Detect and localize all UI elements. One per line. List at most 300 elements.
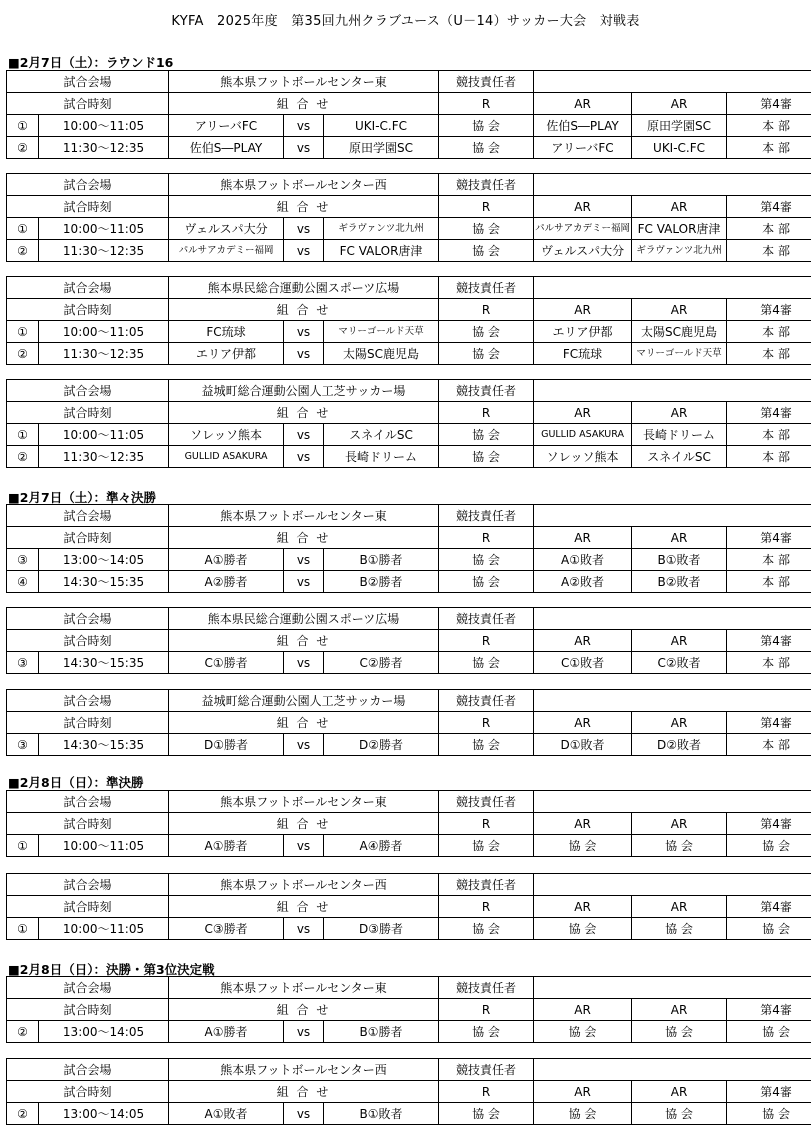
match-number: ② <box>7 343 39 365</box>
supervisor-label: 競技責任者 <box>439 977 534 999</box>
assistant-referee-2: D②敗者 <box>632 734 727 756</box>
fourth-official: 本 部 <box>727 115 811 137</box>
fourth-official-header: 第4審 <box>727 896 811 918</box>
referee: 協 会 <box>439 240 534 262</box>
fourth-official-header: 第4審 <box>727 299 811 321</box>
assistant-referee-header: AR <box>534 712 632 734</box>
supervisor-label: 競技責任者 <box>439 277 534 299</box>
venue-label: 試合会場 <box>7 505 169 527</box>
header-row <box>7 93 811 115</box>
header-row <box>7 896 811 918</box>
fourth-official: 本 部 <box>727 240 811 262</box>
time-header: 試合時刻 <box>7 896 169 918</box>
supervisor-label: 競技責任者 <box>439 690 534 712</box>
assistant-referee-header: AR <box>632 299 727 321</box>
fourth-official: 協 会 <box>727 835 811 857</box>
home-team: 佐伯S―PLAY <box>169 137 284 159</box>
assistant-referee-1: 協 会 <box>534 835 632 857</box>
venue-row <box>7 380 811 402</box>
vs-label: vs <box>284 343 324 365</box>
match-row <box>7 321 811 343</box>
assistant-referee-2: B①敗者 <box>632 549 727 571</box>
home-team: D①勝者 <box>169 734 284 756</box>
match-time: 11:30～12:35 <box>39 137 169 159</box>
assistant-referee-header: AR <box>632 813 727 835</box>
header-row <box>7 813 811 835</box>
header-row <box>7 299 811 321</box>
assistant-referee-2: C②敗者 <box>632 652 727 674</box>
venue-row <box>7 791 811 813</box>
venue-label: 試合会場 <box>7 874 169 896</box>
assistant-referee-1: C①敗者 <box>534 652 632 674</box>
match-row <box>7 115 811 137</box>
vs-label: vs <box>284 137 324 159</box>
fourth-official: 本 部 <box>727 446 811 468</box>
time-header: 試合時刻 <box>7 1081 169 1103</box>
matchup-header: 組 合 せ <box>169 712 439 734</box>
referee-header: R <box>439 712 534 734</box>
match-number: ① <box>7 835 39 857</box>
assistant-referee-2: スネイルSC <box>632 446 727 468</box>
venue-label: 試合会場 <box>7 71 169 93</box>
match-table <box>6 173 811 262</box>
supervisor-value <box>534 608 811 630</box>
header-row <box>7 712 811 734</box>
venue-label: 試合会場 <box>7 380 169 402</box>
venue-name: 熊本県民総合運動公園スポーツ広場 <box>169 608 439 630</box>
assistant-referee-header: AR <box>632 896 727 918</box>
venue-name: 熊本県フットボールセンター東 <box>169 977 439 999</box>
assistant-referee-header: AR <box>632 93 727 115</box>
match-number: ① <box>7 115 39 137</box>
match-row <box>7 571 811 593</box>
match-time: 14:30～15:35 <box>39 734 169 756</box>
venue-name: 熊本県フットボールセンター西 <box>169 874 439 896</box>
assistant-referee-2: 協 会 <box>632 918 727 940</box>
match-number: ① <box>7 424 39 446</box>
venue-name: 熊本県フットボールセンター西 <box>169 1059 439 1081</box>
matchup-header: 組 合 せ <box>169 196 439 218</box>
away-team: 原田学園SC <box>324 137 439 159</box>
match-number: ① <box>7 918 39 940</box>
match-time: 10:00～11:05 <box>39 218 169 240</box>
fourth-official-header: 第4審 <box>727 93 811 115</box>
match-row <box>7 240 811 262</box>
matchup-header: 組 合 せ <box>169 896 439 918</box>
matchup-header: 組 合 せ <box>169 1081 439 1103</box>
assistant-referee-2: 協 会 <box>632 1103 727 1125</box>
assistant-referee-1: A①敗者 <box>534 549 632 571</box>
fourth-official-header: 第4審 <box>727 402 811 424</box>
match-number: ② <box>7 137 39 159</box>
venue-row <box>7 977 811 999</box>
home-team: C①勝者 <box>169 652 284 674</box>
assistant-referee-1: ヴェルスパ大分 <box>534 240 632 262</box>
venue-name: 益城町総合運動公園人工芝サッカー場 <box>169 380 439 402</box>
assistant-referee-2: 原田学園SC <box>632 115 727 137</box>
supervisor-label: 競技責任者 <box>439 874 534 896</box>
match-row <box>7 218 811 240</box>
referee: 協 会 <box>439 652 534 674</box>
referee-header: R <box>439 813 534 835</box>
fourth-official: 本 部 <box>727 321 811 343</box>
referee: 協 会 <box>439 571 534 593</box>
assistant-referee-header: AR <box>632 1081 727 1103</box>
venue-label: 試合会場 <box>7 977 169 999</box>
fourth-official: 本 部 <box>727 571 811 593</box>
vs-label: vs <box>284 652 324 674</box>
match-row <box>7 652 811 674</box>
matchup-header: 組 合 せ <box>169 630 439 652</box>
fourth-official: 協 会 <box>727 1103 811 1125</box>
venue-name: 益城町総合運動公園人工芝サッカー場 <box>169 690 439 712</box>
vs-label: vs <box>284 734 324 756</box>
assistant-referee-1: 協 会 <box>534 1021 632 1043</box>
supervisor-value <box>534 977 811 999</box>
assistant-referee-2: マリーゴールド天草 <box>632 343 727 365</box>
fourth-official: 本 部 <box>727 424 811 446</box>
match-row <box>7 137 811 159</box>
assistant-referee-1: 協 会 <box>534 918 632 940</box>
match-time: 11:30～12:35 <box>39 343 169 365</box>
venue-row <box>7 690 811 712</box>
away-team: C②勝者 <box>324 652 439 674</box>
supervisor-label: 競技責任者 <box>439 791 534 813</box>
match-time: 13:00～14:05 <box>39 1103 169 1125</box>
matchup-header: 組 合 せ <box>169 93 439 115</box>
matchup-header: 組 合 せ <box>169 299 439 321</box>
away-team: スネイルSC <box>324 424 439 446</box>
supervisor-value <box>534 874 811 896</box>
assistant-referee-1: D①敗者 <box>534 734 632 756</box>
match-number: ④ <box>7 571 39 593</box>
time-header: 試合時刻 <box>7 630 169 652</box>
match-table <box>6 607 811 674</box>
home-team: C③勝者 <box>169 918 284 940</box>
fourth-official: 本 部 <box>727 343 811 365</box>
venue-row <box>7 71 811 93</box>
venue-row <box>7 277 811 299</box>
supervisor-label: 競技責任者 <box>439 71 534 93</box>
assistant-referee-2: UKI-C.FC <box>632 137 727 159</box>
fourth-official: 本 部 <box>727 137 811 159</box>
assistant-referee-2: 太陽SC鹿児島 <box>632 321 727 343</box>
time-header: 試合時刻 <box>7 196 169 218</box>
venue-name: 熊本県フットボールセンター西 <box>169 174 439 196</box>
match-row <box>7 549 811 571</box>
section-heading: ■2月7日（土）：準々決勝 <box>8 490 156 505</box>
vs-label: vs <box>284 549 324 571</box>
assistant-referee-header: AR <box>534 196 632 218</box>
header-row <box>7 999 811 1021</box>
assistant-referee-1: パルサアカデミー福岡 <box>534 218 632 240</box>
referee-header: R <box>439 93 534 115</box>
referee-header: R <box>439 1081 534 1103</box>
supervisor-value <box>534 505 811 527</box>
supervisor-value <box>534 791 811 813</box>
referee: 協 会 <box>439 446 534 468</box>
assistant-referee-1: 佐伯S―PLAY <box>534 115 632 137</box>
home-team: A①敗者 <box>169 1103 284 1125</box>
vs-label: vs <box>284 115 324 137</box>
match-time: 10:00～11:05 <box>39 835 169 857</box>
assistant-referee-header: AR <box>632 712 727 734</box>
venue-row <box>7 1059 811 1081</box>
time-header: 試合時刻 <box>7 299 169 321</box>
match-row <box>7 424 811 446</box>
away-team: ギラヴァンツ北九州 <box>324 218 439 240</box>
venue-row <box>7 174 811 196</box>
away-team: B②勝者 <box>324 571 439 593</box>
home-team: ソレッソ熊本 <box>169 424 284 446</box>
vs-label: vs <box>284 446 324 468</box>
assistant-referee-1: アリーバFC <box>534 137 632 159</box>
assistant-referee-1: 協 会 <box>534 1103 632 1125</box>
assistant-referee-header: AR <box>534 93 632 115</box>
match-time: 13:00～14:05 <box>39 549 169 571</box>
home-team: エリア伊都 <box>169 343 284 365</box>
supervisor-value <box>534 277 811 299</box>
fourth-official: 本 部 <box>727 652 811 674</box>
referee: 協 会 <box>439 343 534 365</box>
section-heading: ■2月8日（日）：準決勝 <box>8 775 144 790</box>
match-time: 11:30～12:35 <box>39 240 169 262</box>
header-row <box>7 527 811 549</box>
referee: 協 会 <box>439 115 534 137</box>
match-time: 10:00～11:05 <box>39 321 169 343</box>
supervisor-label: 競技責任者 <box>439 174 534 196</box>
assistant-referee-2: ギラヴァンツ北九州 <box>632 240 727 262</box>
assistant-referee-header: AR <box>534 896 632 918</box>
fourth-official-header: 第4審 <box>727 813 811 835</box>
referee-header: R <box>439 527 534 549</box>
assistant-referee-header: AR <box>632 402 727 424</box>
supervisor-label: 競技責任者 <box>439 380 534 402</box>
referee: 協 会 <box>439 218 534 240</box>
match-row <box>7 343 811 365</box>
venue-label: 試合会場 <box>7 1059 169 1081</box>
assistant-referee-header: AR <box>534 1081 632 1103</box>
vs-label: vs <box>284 918 324 940</box>
match-table <box>6 379 811 468</box>
fourth-official-header: 第4審 <box>727 527 811 549</box>
match-time: 11:30～12:35 <box>39 446 169 468</box>
venue-label: 試合会場 <box>7 608 169 630</box>
vs-label: vs <box>284 240 324 262</box>
header-row <box>7 1081 811 1103</box>
referee-header: R <box>439 896 534 918</box>
header-row <box>7 630 811 652</box>
assistant-referee-2: 長崎ドリーム <box>632 424 727 446</box>
away-team: UKI-C.FC <box>324 115 439 137</box>
match-number: ① <box>7 218 39 240</box>
home-team: GULLID ASAKURA <box>169 446 284 468</box>
match-time: 10:00～11:05 <box>39 424 169 446</box>
match-row <box>7 734 811 756</box>
match-time: 10:00～11:05 <box>39 918 169 940</box>
referee-header: R <box>439 402 534 424</box>
venue-row <box>7 608 811 630</box>
referee: 協 会 <box>439 321 534 343</box>
vs-label: vs <box>284 218 324 240</box>
home-team: アリーバFC <box>169 115 284 137</box>
assistant-referee-1: GULLID ASAKURA <box>534 424 632 446</box>
fourth-official-header: 第4審 <box>727 630 811 652</box>
home-team: ヴェルスパ大分 <box>169 218 284 240</box>
away-team: D③勝者 <box>324 918 439 940</box>
header-row <box>7 196 811 218</box>
home-team: A②勝者 <box>169 571 284 593</box>
time-header: 試合時刻 <box>7 999 169 1021</box>
supervisor-value <box>534 174 811 196</box>
time-header: 試合時刻 <box>7 402 169 424</box>
supervisor-value <box>534 1059 811 1081</box>
venue-name: 熊本県民総合運動公園スポーツ広場 <box>169 277 439 299</box>
assistant-referee-2: 協 会 <box>632 1021 727 1043</box>
fourth-official-header: 第4審 <box>727 1081 811 1103</box>
venue-name: 熊本県フットボールセンター東 <box>169 791 439 813</box>
fourth-official: 本 部 <box>727 218 811 240</box>
match-row <box>7 835 811 857</box>
referee: 協 会 <box>439 918 534 940</box>
venue-label: 試合会場 <box>7 174 169 196</box>
supervisor-value <box>534 380 811 402</box>
assistant-referee-header: AR <box>632 196 727 218</box>
assistant-referee-header: AR <box>534 813 632 835</box>
fourth-official: 協 会 <box>727 918 811 940</box>
vs-label: vs <box>284 321 324 343</box>
section-heading: ■2月7日（土）：ラウンド16 <box>8 55 174 70</box>
referee: 協 会 <box>439 1103 534 1125</box>
assistant-referee-header: AR <box>534 630 632 652</box>
match-number: ② <box>7 1103 39 1125</box>
away-team: D②勝者 <box>324 734 439 756</box>
venue-row <box>7 505 811 527</box>
referee-header: R <box>439 299 534 321</box>
venue-label: 試合会場 <box>7 690 169 712</box>
match-number: ① <box>7 321 39 343</box>
referee-header: R <box>439 999 534 1021</box>
match-number: ② <box>7 446 39 468</box>
match-number: ② <box>7 240 39 262</box>
referee: 協 会 <box>439 137 534 159</box>
referee-header: R <box>439 630 534 652</box>
assistant-referee-2: 協 会 <box>632 835 727 857</box>
assistant-referee-header: AR <box>534 527 632 549</box>
match-number: ③ <box>7 652 39 674</box>
away-team: マリーゴールド天草 <box>324 321 439 343</box>
match-table <box>6 689 811 756</box>
match-number: ② <box>7 1021 39 1043</box>
vs-label: vs <box>284 835 324 857</box>
assistant-referee-2: B②敗者 <box>632 571 727 593</box>
assistant-referee-header: AR <box>632 527 727 549</box>
venue-name: 熊本県フットボールセンター東 <box>169 71 439 93</box>
match-number: ③ <box>7 549 39 571</box>
time-header: 試合時刻 <box>7 527 169 549</box>
matchup-header: 組 合 せ <box>169 527 439 549</box>
home-team: パルサアカデミー福岡 <box>169 240 284 262</box>
home-team: A①勝者 <box>169 1021 284 1043</box>
match-time: 14:30～15:35 <box>39 652 169 674</box>
venue-label: 試合会場 <box>7 791 169 813</box>
supervisor-label: 競技責任者 <box>439 505 534 527</box>
match-time: 10:00～11:05 <box>39 115 169 137</box>
time-header: 試合時刻 <box>7 712 169 734</box>
match-table <box>6 276 811 365</box>
supervisor-label: 競技責任者 <box>439 608 534 630</box>
supervisor-label: 競技責任者 <box>439 1059 534 1081</box>
venue-name: 熊本県フットボールセンター東 <box>169 505 439 527</box>
assistant-referee-1: ソレッソ熊本 <box>534 446 632 468</box>
match-table <box>6 1058 811 1125</box>
match-row <box>7 446 811 468</box>
match-row <box>7 1103 811 1125</box>
home-team: A①勝者 <box>169 549 284 571</box>
referee: 協 会 <box>439 424 534 446</box>
away-team: B①勝者 <box>324 1021 439 1043</box>
match-table <box>6 790 811 857</box>
match-table <box>6 70 811 159</box>
assistant-referee-header: AR <box>632 630 727 652</box>
time-header: 試合時刻 <box>7 93 169 115</box>
header-row <box>7 402 811 424</box>
assistant-referee-2: FC VALOR唐津 <box>632 218 727 240</box>
match-time: 13:00～14:05 <box>39 1021 169 1043</box>
assistant-referee-1: エリア伊都 <box>534 321 632 343</box>
vs-label: vs <box>284 424 324 446</box>
fourth-official-header: 第4審 <box>727 196 811 218</box>
supervisor-value <box>534 71 811 93</box>
assistant-referee-header: AR <box>632 999 727 1021</box>
vs-label: vs <box>284 1021 324 1043</box>
match-row <box>7 1021 811 1043</box>
vs-label: vs <box>284 1103 324 1125</box>
match-number: ③ <box>7 734 39 756</box>
match-table <box>6 504 811 593</box>
assistant-referee-header: AR <box>534 402 632 424</box>
referee: 協 会 <box>439 734 534 756</box>
match-time: 14:30～15:35 <box>39 571 169 593</box>
referee-header: R <box>439 196 534 218</box>
referee: 協 会 <box>439 835 534 857</box>
away-team: FC VALOR唐津 <box>324 240 439 262</box>
match-table <box>6 873 811 940</box>
referee: 協 会 <box>439 1021 534 1043</box>
fourth-official-header: 第4審 <box>727 999 811 1021</box>
section-heading: ■2月8日（日）：決勝・第3位決定戦 <box>8 962 215 977</box>
time-header: 試合時刻 <box>7 813 169 835</box>
assistant-referee-header: AR <box>534 299 632 321</box>
assistant-referee-1: FC琉球 <box>534 343 632 365</box>
matchup-header: 組 合 せ <box>169 813 439 835</box>
away-team: B①勝者 <box>324 549 439 571</box>
venue-row <box>7 874 811 896</box>
venue-label: 試合会場 <box>7 277 169 299</box>
page-title: KYFA 2025年度 第35回九州クラブユース（U－14）サッカー大会 対戦表 <box>171 14 640 29</box>
fourth-official: 本 部 <box>727 549 811 571</box>
away-team: 長崎ドリーム <box>324 446 439 468</box>
matchup-header: 組 合 せ <box>169 402 439 424</box>
home-team: FC琉球 <box>169 321 284 343</box>
assistant-referee-1: A②敗者 <box>534 571 632 593</box>
away-team: B①敗者 <box>324 1103 439 1125</box>
matchup-header: 組 合 せ <box>169 999 439 1021</box>
away-team: A④勝者 <box>324 835 439 857</box>
away-team: 太陽SC鹿児島 <box>324 343 439 365</box>
supervisor-value <box>534 690 811 712</box>
referee: 協 会 <box>439 549 534 571</box>
